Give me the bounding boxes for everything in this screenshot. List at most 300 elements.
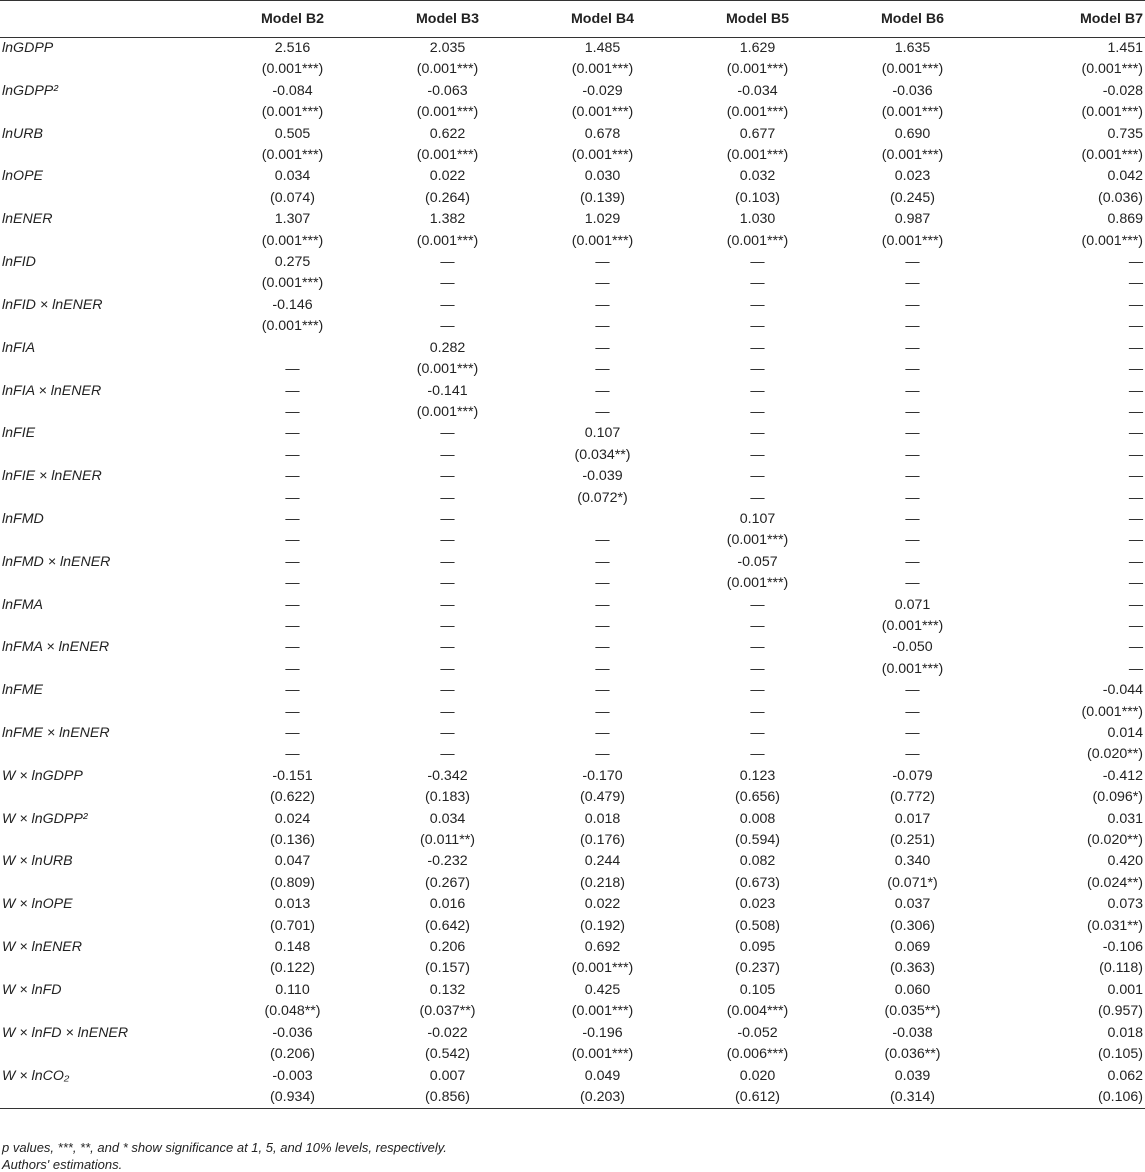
table-cell: 0.425 [584,981,621,998]
table-cell: (0.001***) [416,232,479,249]
row-label [0,402,215,423]
row-label: lnENER [2,211,53,228]
row-label: W × lnOPE [2,896,73,913]
table-cell: (0.001***) [416,361,479,378]
table-cell: 0.030 [584,168,621,185]
table-cell: 0.123 [739,767,776,784]
table-cell: (0.001***) [416,61,479,78]
table-cell: — [595,382,610,399]
table-cell: (0.001***) [571,1003,634,1020]
table-cell: — [905,575,920,592]
table-cell: 0.047 [274,853,311,870]
table-cell: — [905,361,920,378]
table-cell: (0.612) [680,1087,835,1109]
row-label: lnFMA × lnENER [2,639,110,656]
table-cell: — [285,382,300,399]
table-cell: -0.057 [737,553,778,570]
table-cell: (0.037**) [419,1003,476,1020]
table-cell: — [285,425,300,442]
table-cell: 0.034 [274,168,311,185]
table-cell: — [750,339,765,356]
table-cell: (0.001***) [726,104,789,121]
row-label: lnURB [2,125,43,142]
header-model: Model B4 [525,1,680,38]
table-cell: — [595,361,610,378]
table-cell: — [750,254,765,271]
table-cell: (0.031**) [1087,917,1143,934]
table-row [0,488,1145,509]
table-cell: 0.022 [584,896,621,913]
table-cell: — [1128,468,1143,485]
table-cell: — [905,425,920,442]
table-cell: — [440,532,455,549]
table-cell: — [1128,361,1143,378]
table-cell: 0.677 [739,125,776,142]
row-label [0,1044,215,1065]
table-cell: — [440,254,455,271]
table-cell: (0.036) [1098,189,1143,206]
table-cell: — [1128,596,1143,613]
table-cell: — [440,575,455,592]
table-cell: (0.772) [890,789,935,806]
table-cell: 0.622 [429,125,466,142]
row-label: lnFME [2,682,43,699]
table-cell: -0.052 [737,1024,778,1041]
header-model: Model B3 [370,1,525,38]
table-cell: — [595,617,610,634]
table-cell: (0.856) [370,1087,525,1109]
table-cell: — [1128,532,1143,549]
table-cell: — [440,489,455,506]
row-label [0,616,215,637]
table-body [0,38,1145,1109]
table-cell: — [595,660,610,677]
table-cell: — [750,425,765,442]
table-cell: (0.001***) [261,104,324,121]
row-label: W × lnGDPP² [2,810,88,827]
table-cell: (0.122) [270,960,315,977]
table-row [0,552,1145,573]
row-label [0,659,215,680]
row-label [0,316,215,337]
table-cell: 0.023 [894,168,931,185]
table-cell: — [285,489,300,506]
row-label [0,958,215,979]
table-cell: (0.001***) [1081,61,1143,78]
table-cell: — [595,296,610,313]
table-row [0,338,1145,359]
table-cell: — [595,703,610,720]
row-label [0,916,215,937]
table-cell: -0.036 [272,1024,313,1041]
row-label [0,188,215,209]
table-row [0,402,1145,423]
table-cell: — [750,725,765,741]
table-cell: (0.072*) [577,489,628,506]
table-cell: 0.690 [894,125,931,142]
table-cell: — [750,318,765,335]
table-cell: — [285,532,300,549]
table-row [0,616,1145,637]
table-cell: — [285,553,300,570]
table-cell: — [750,296,765,313]
table-row [0,252,1145,273]
table-cell: (0.809) [270,874,315,891]
table-row [0,787,1145,808]
table-row [0,316,1145,337]
table-row [0,851,1145,872]
table-cell: (0.001***) [1081,104,1143,121]
table-cell: 1.485 [584,40,621,56]
table-row [0,958,1145,979]
table-cell: 0.013 [274,896,311,913]
table-cell: (0.001***) [726,575,789,592]
table-cell: — [285,403,300,420]
table-cell: — [750,703,765,720]
table-cell: — [905,254,920,271]
table-cell: (0.192) [580,917,625,934]
row-label: lnFMD [2,510,44,527]
table-cell: 0.018 [1107,1024,1143,1041]
table-cell: — [285,617,300,634]
table-cell: 0.420 [1107,853,1143,870]
table-cell: (0.001***) [416,104,479,121]
table-row [0,145,1145,166]
table-cell: (0.001***) [881,660,944,677]
table-cell: — [595,275,610,292]
table-cell: (0.001***) [571,1046,634,1063]
table-cell: (0.183) [425,789,470,806]
row-label: lnOPE [2,168,44,185]
table-cell: — [750,682,765,699]
table-cell: — [595,553,610,570]
row-label: lnFIE [2,425,36,442]
header-model: Model B7 [990,1,1145,38]
table-cell: — [440,425,455,442]
table-cell: (0.479) [580,789,625,806]
table-cell: — [750,468,765,485]
table-cell: 0.049 [584,1067,621,1084]
table-cell: 0.014 [1107,725,1143,741]
table-cell: 0.042 [1107,168,1143,185]
table-cell: — [750,660,765,677]
table-cell: (0.622) [270,789,315,806]
table-cell: — [1128,617,1143,634]
table-cell: 0.107 [584,425,621,442]
table-cell: 1.307 [274,211,311,228]
table-cell: — [905,703,920,720]
row-label [0,530,215,551]
table-cell: — [595,254,610,271]
table-row [0,744,1145,765]
table-cell: 0.692 [584,939,621,956]
table-cell: (0.001***) [726,147,789,164]
table-row [0,680,1145,701]
table-cell: — [905,446,920,463]
table-cell: (0.314) [835,1087,990,1109]
table-cell: -0.232 [427,853,468,870]
table-cell: (0.001***) [881,61,944,78]
table-cell: (0.251) [890,832,935,849]
table-cell: -0.146 [272,296,313,313]
table-cell: — [440,468,455,485]
row-label [0,145,215,166]
table-cell: — [595,318,610,335]
row-label: lnFIE × lnENER [2,468,102,485]
table-row [0,59,1145,80]
table-row [0,231,1145,252]
table-cell: (0.306) [890,917,935,934]
header-model: Model B5 [680,1,835,38]
table-cell: 0.031 [1107,810,1143,827]
row-label [0,787,215,808]
table-cell: — [1128,489,1143,506]
table-row [0,38,1145,60]
table-cell: — [905,489,920,506]
table-cell: (0.001***) [726,61,789,78]
table-cell: 0.148 [274,939,311,956]
table-cell: (0.006***) [726,1046,789,1063]
table-cell: 0.869 [1107,211,1143,228]
table-cell: — [1128,254,1143,271]
table-cell: (0.034**) [574,446,631,463]
table-cell: -0.029 [582,82,623,99]
table-cell: (0.036**) [884,1046,941,1063]
table-cell: — [905,746,920,763]
table-cell: — [1128,318,1143,335]
table-cell: — [905,725,920,741]
table-cell: — [285,682,300,699]
row-label [0,1001,215,1022]
table-cell: (0.001***) [571,61,634,78]
table-cell: — [1128,553,1143,570]
table-cell: (0.035**) [884,1003,941,1020]
table-cell: (0.004***) [726,1003,789,1020]
row-label [0,744,215,765]
table-row [0,702,1145,723]
table-cell: -0.044 [1102,682,1143,699]
table-row [0,359,1145,380]
row-label: lnGDPP² [2,82,58,99]
table-cell: (0.001***) [881,147,944,164]
table-cell: -0.412 [1102,767,1143,784]
table-row [0,445,1145,466]
table-cell: — [440,746,455,763]
table-cell: — [1128,639,1143,656]
table-cell: — [440,596,455,613]
row-label [0,102,215,123]
table-row [0,1023,1145,1044]
table-cell: -0.034 [737,82,778,99]
row-label: lnGDPP [2,40,54,56]
table-cell: 0.132 [429,981,466,998]
table-row [0,830,1145,851]
table-row [0,295,1145,316]
row-label [0,359,215,380]
table-cell: -0.028 [1102,82,1143,99]
table-cell: — [595,575,610,592]
row-label [0,231,215,252]
table-row [0,723,1145,744]
table-cell: (0.001***) [726,532,789,549]
table-cell [525,509,680,530]
table-row [0,766,1145,787]
table-cell: (0.024**) [1087,874,1143,891]
row-label: lnFID [2,254,36,271]
table-cell: (0.001***) [1081,232,1143,249]
table-cell: 0.018 [584,810,621,827]
table-cell: 0.022 [429,168,466,185]
row-label: W × lnFD [2,981,62,998]
table-cell: -0.038 [892,1024,933,1041]
table-cell: -0.151 [272,767,313,784]
table-cell: 1.629 [739,40,776,56]
table-header [0,1,1145,38]
table-cell: 0.062 [1107,1067,1143,1084]
table-row [0,809,1145,830]
table-cell: 0.037 [894,896,931,913]
table-cell: — [1128,510,1143,527]
table-row [0,273,1145,294]
table-cell: 0.020 [739,1067,776,1084]
table-cell: 0.282 [429,339,466,356]
table-cell: — [750,617,765,634]
table-cell: — [750,403,765,420]
table-cell: 0.024 [274,810,311,827]
table-row [0,423,1145,444]
table-cell: (0.096*) [1092,789,1143,806]
table-cell: (0.020**) [1087,746,1143,763]
table-cell: (0.118) [1099,960,1143,977]
row-label: W × lnFD × lnENER [2,1024,129,1041]
table-cell: 0.001 [1107,981,1143,998]
table-cell: 0.244 [584,853,621,870]
table-cell: (0.001***) [416,403,479,420]
table-cell: — [595,532,610,549]
table-cell: — [285,703,300,720]
table-cell: (0.001***) [881,232,944,249]
header-variable [0,1,215,38]
table-cell: -0.063 [427,82,468,99]
table-cell: 0.016 [429,896,466,913]
table-cell: (0.001***) [726,232,789,249]
row-label: lnFMA [2,596,43,613]
table-cell: 0.023 [739,896,776,913]
table-cell: — [285,361,300,378]
table-row [0,916,1145,937]
row-label [0,273,215,294]
table-cell: — [440,725,455,741]
table-cell: (0.136) [270,832,315,849]
row-label [0,702,215,723]
table-cell: (0.071*) [887,874,938,891]
table-cell: 0.007 [429,1067,466,1084]
row-label: lnFID × lnENER [2,296,103,313]
table-cell: (0.103) [735,189,780,206]
table-cell: — [595,339,610,356]
header-row [0,1,1145,38]
table-row [0,124,1145,145]
table-cell: -0.170 [582,767,623,784]
footnote-source: Authors' estimations. [2,1157,123,1172]
table-cell: — [440,446,455,463]
table-cell: 0.017 [894,810,931,827]
table-cell: 0.107 [739,510,776,527]
table-row [0,166,1145,187]
table-cell: — [595,682,610,699]
table-cell: (0.267) [425,874,470,891]
table-cell: — [440,296,455,313]
table-cell: 0.206 [429,939,466,956]
table-cell: — [595,725,610,741]
table-cell [215,338,370,359]
table-cell: — [1128,575,1143,592]
table-cell: — [1128,660,1143,677]
table-cell: (0.206) [270,1046,315,1063]
table-cell: 2.035 [429,40,466,56]
table-row [0,509,1145,530]
table-cell: 0.340 [894,853,931,870]
table-cell: -0.141 [427,382,468,399]
table-cell: — [1128,275,1143,292]
table-cell: — [905,318,920,335]
table-cell: (0.106) [990,1087,1145,1109]
table-cell: -0.036 [892,82,933,99]
table-cell: -0.084 [272,82,313,99]
table-cell: — [750,382,765,399]
table-cell: — [440,318,455,335]
table-cell: (0.237) [735,960,780,977]
table-cell: — [905,553,920,570]
table-cell: — [285,746,300,763]
table-row [0,530,1145,551]
table-cell: (0.011**) [420,832,475,849]
table-cell: — [285,575,300,592]
table-cell: — [440,682,455,699]
table-cell: — [285,639,300,656]
table-cell: 2.516 [274,40,311,56]
table-cell: -0.039 [582,468,623,485]
table-cell: -0.106 [1102,939,1143,956]
table-cell: (0.001***) [571,104,634,121]
table-cell: — [1128,339,1143,356]
table-cell: (0.656) [735,789,780,806]
table-cell: 0.039 [894,1067,931,1084]
table-cell: -0.342 [427,767,468,784]
table-cell: 0.032 [739,168,776,185]
table-cell: — [750,639,765,656]
table-cell: 0.082 [739,853,776,870]
table-cell: (0.245) [890,189,935,206]
table-cell: — [285,468,300,485]
table-cell: 0.987 [894,211,931,228]
table-row [0,937,1145,958]
table-cell: -0.022 [427,1024,468,1041]
table-cell: -0.079 [892,767,933,784]
table-cell: 0.105 [739,981,776,998]
table-cell: — [750,596,765,613]
table-cell: — [440,617,455,634]
table-cell: (0.074) [270,189,315,206]
table-cell: — [285,510,300,527]
header-model: Model B2 [215,1,370,38]
table-cell: 0.110 [275,981,310,998]
table-cell: (0.001***) [261,147,324,164]
table-cell: (0.542) [425,1046,470,1063]
header-model: Model B6 [835,1,990,38]
table-cell: (0.934) [215,1087,370,1109]
table-cell: — [595,596,610,613]
